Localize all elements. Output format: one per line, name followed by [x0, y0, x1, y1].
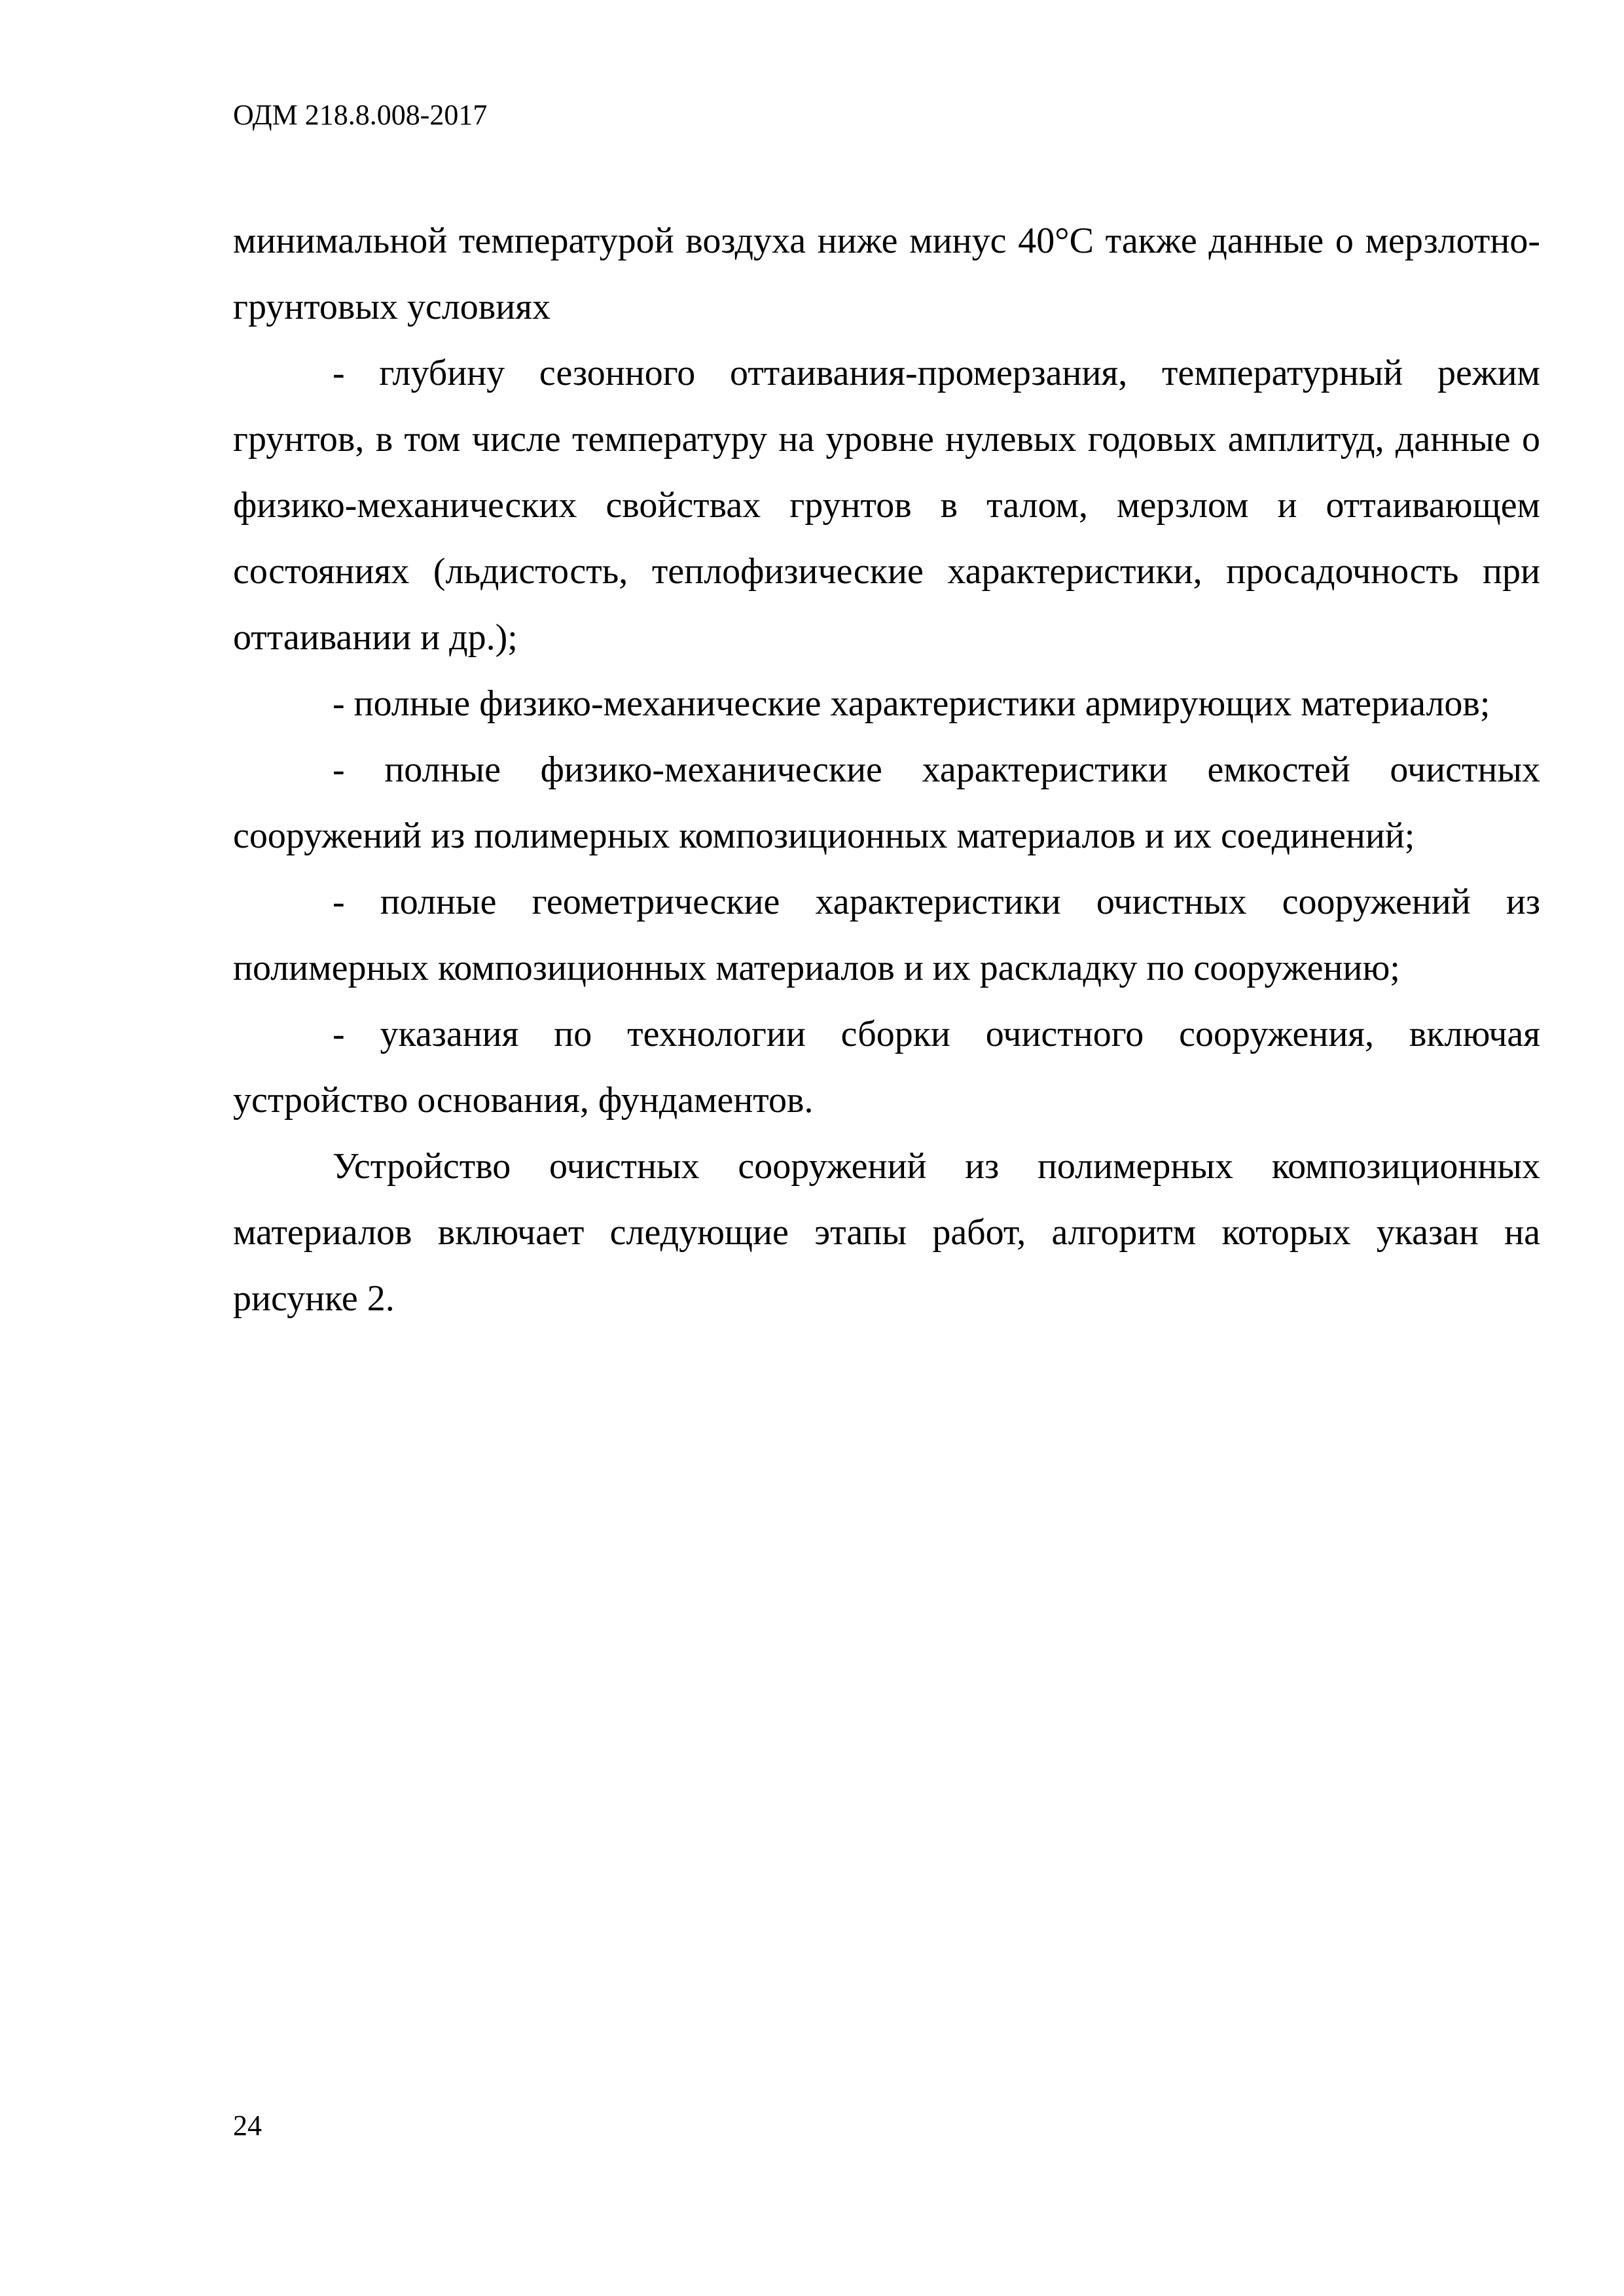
- list-item-tank-characteristics: - полные физико-механические характеристики емкостей очистных сооружений из полимерных композиционных материалов и их соединений;: [233, 749, 1540, 856]
- paragraph-construction-stages: Устройство очистных сооружений из полимерных композиционных материалов включает следующие этапы работ, алгоритм которых указан на рисунке 2.: [233, 1146, 1540, 1319]
- list-item-reinforcing-materials: - полные физико-механические характеристики армирующих материалов;: [333, 683, 1490, 724]
- document-code-header: ОДМ 218.8.008-2017: [233, 99, 488, 131]
- paragraph-continuation: минимальной температурой воздуха ниже минус 40°С также данные о мерзлотно-грунтовых условиях: [233, 221, 1540, 327]
- body-text: [233, 208, 1540, 1332]
- list-item-geometric-characteristics: - полные геометрические характеристики очистных сооружений из полимерных композиционных материалов и их раскладку по сооружению;: [233, 882, 1540, 988]
- list-item-assembly-instructions: - указания по технологии сборки очистного сооружения, включая устройство основания, фундаментов.: [233, 1014, 1540, 1121]
- list-item-thaw-depth: - глубину сезонного оттаивания-промерзания, температурный режим грунтов, в том числе температуру на уровне нулевых годовых амплитуд, данные о физико-механических свойствах грунтов в талом, мерзлом и оттаивающем состояниях (льдистость, теплофизические характеристики, просадочность при оттаивании и др.);: [233, 353, 1540, 658]
- page-number: 24: [233, 2109, 262, 2142]
